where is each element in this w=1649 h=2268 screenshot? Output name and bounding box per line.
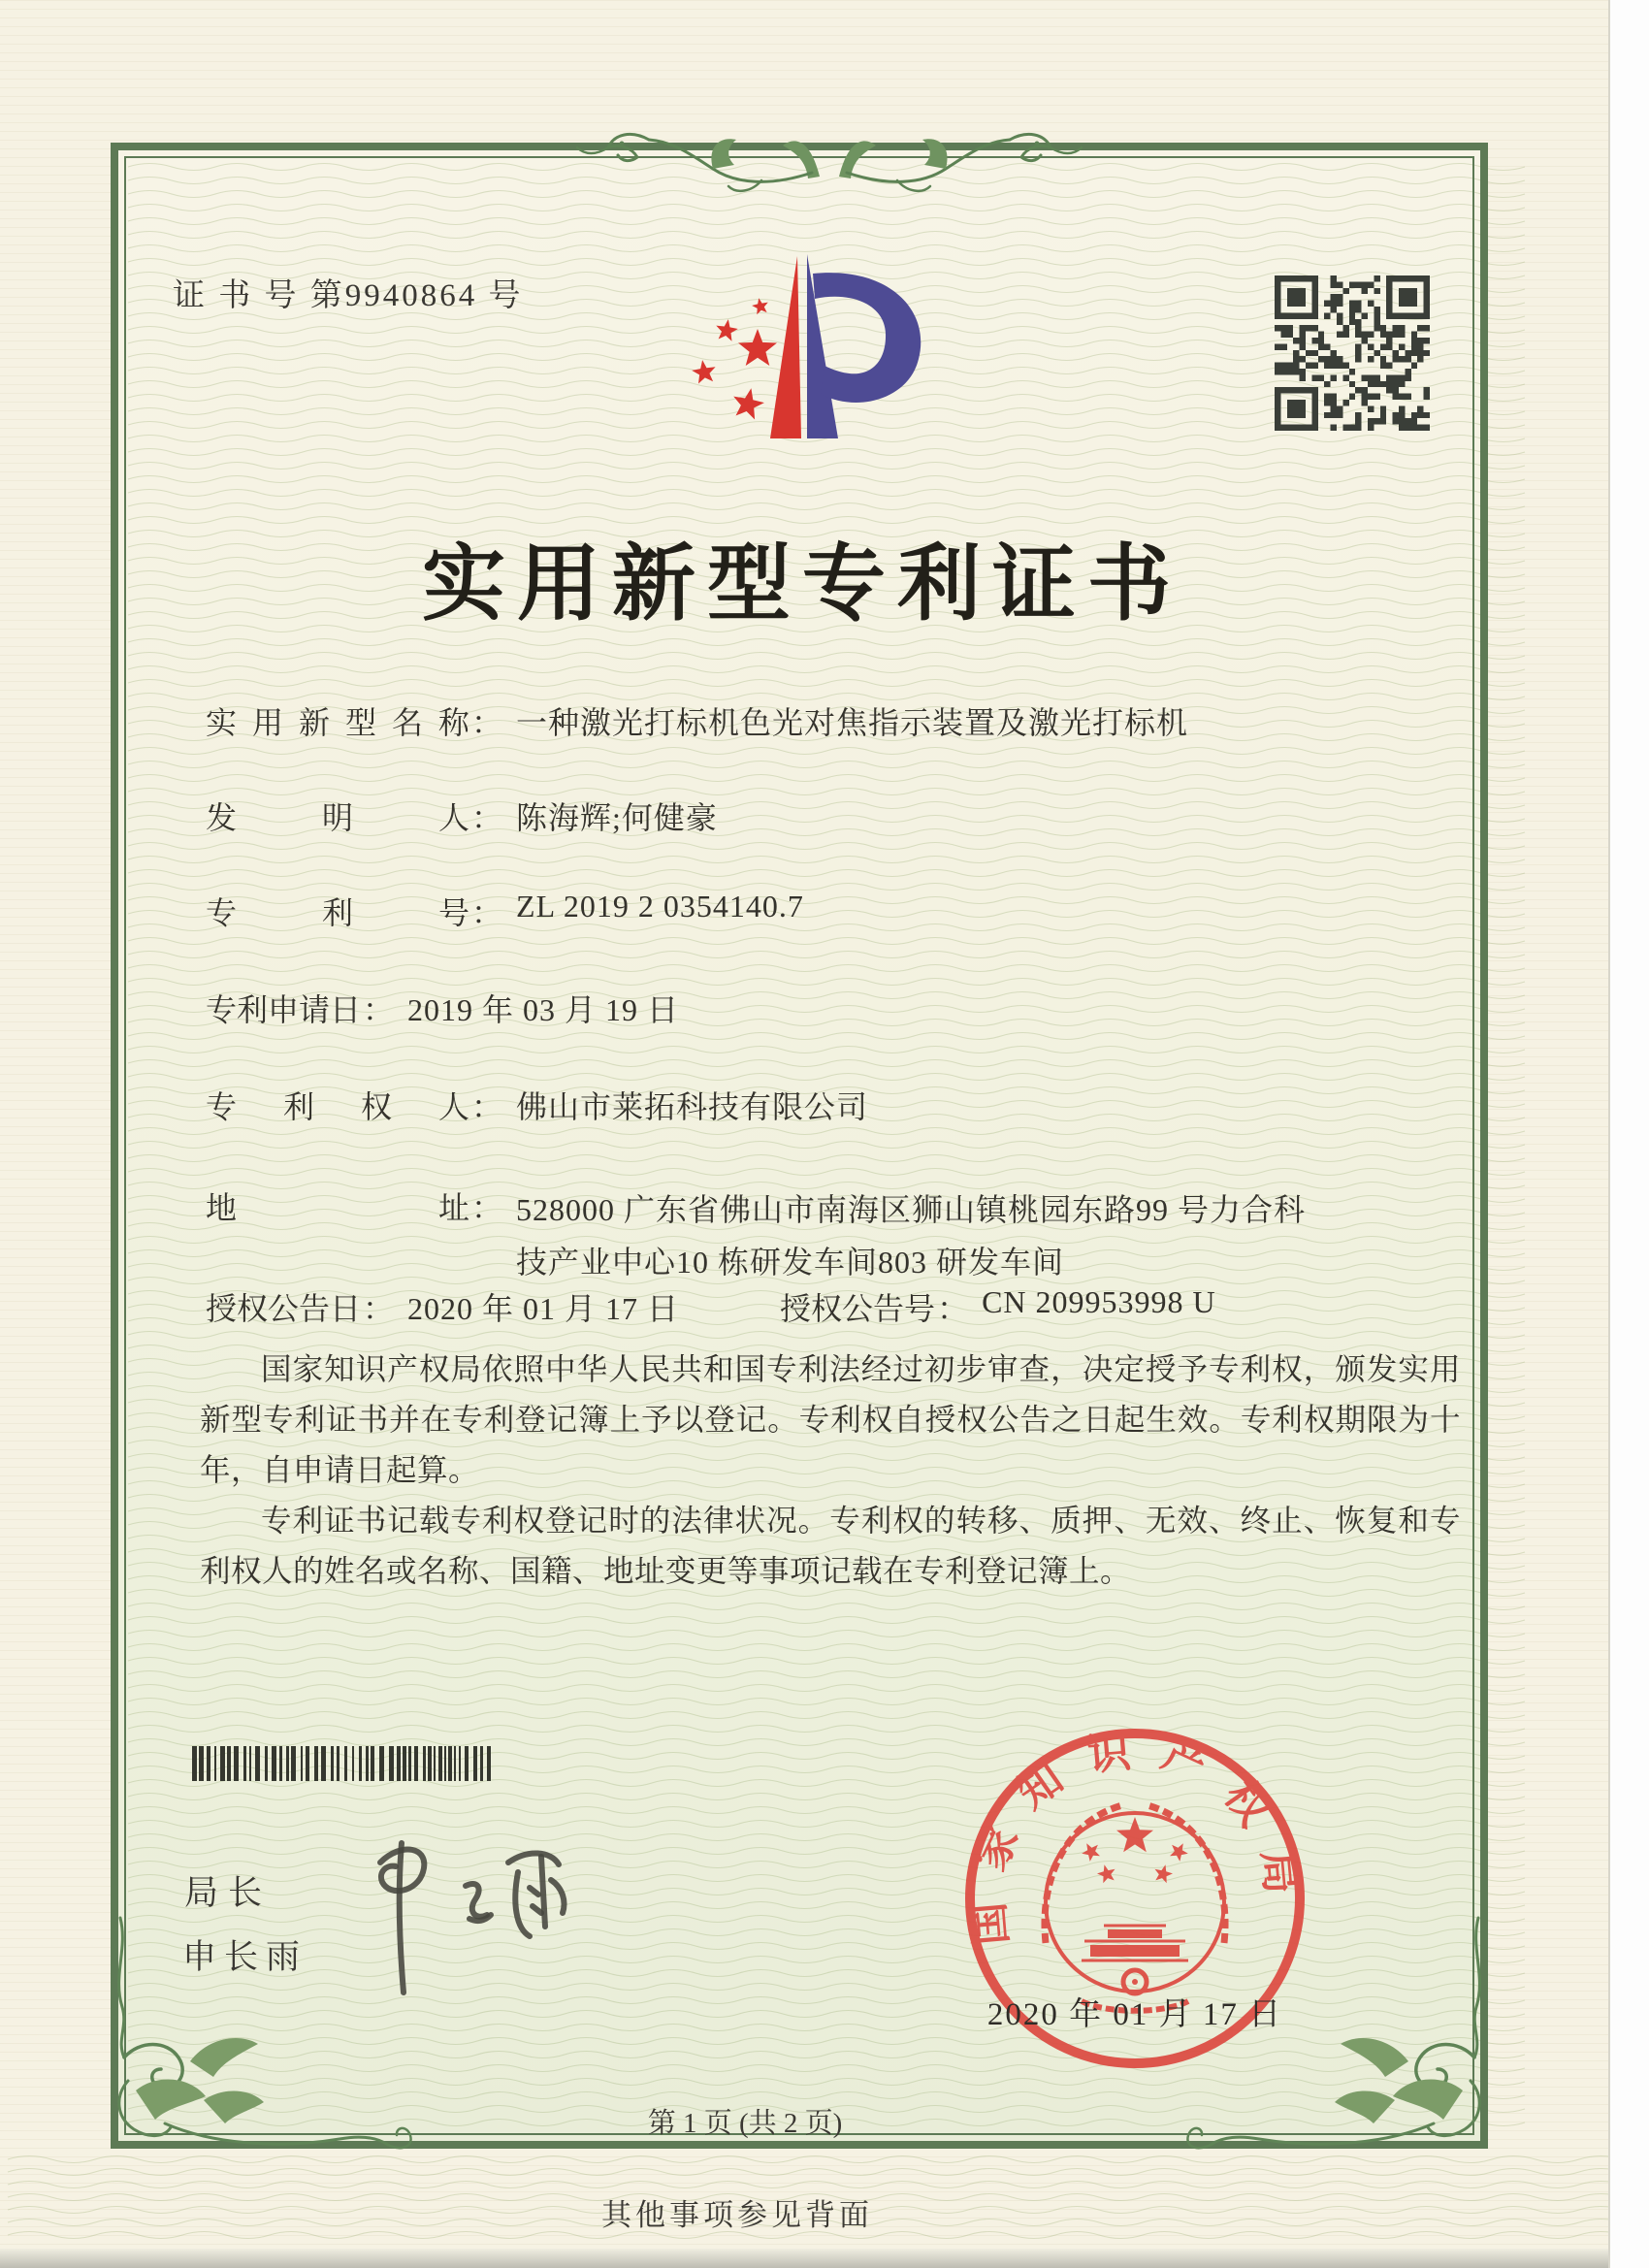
logo-stars xyxy=(692,298,777,419)
commissioner-signature xyxy=(341,1830,603,2004)
legal-body-text xyxy=(200,1345,1461,1597)
field-row-filing-date: 专利申请日 ： 2019 年 03 月 19 日 xyxy=(206,986,679,1030)
field-value: 528000 广东省佛山市南海区狮山镇桃园东路99 号力合科 技产业中心10 栋研发车间803 研发车间 xyxy=(516,1192,1307,1280)
commissioner-title-label: 局长 xyxy=(184,1874,273,1912)
field-label: 专 利 权 人 xyxy=(206,1089,469,1124)
field-row-utility-model-name: 实 用 新 型 名 称 ： 一种激光打标机色光对焦指示装置及激光打标机 xyxy=(206,698,1188,743)
certificate-number: 证 书 号 第9940864 号 xyxy=(173,278,524,313)
field-row-patent-number: 专 利 号 ： ZL 2019 2 0354140.7 xyxy=(206,889,804,933)
scan-edge-right xyxy=(1608,0,1649,2268)
field-value: ZL 2019 2 0354140.7 xyxy=(516,889,804,923)
cnipa-logo xyxy=(630,221,970,473)
field-row-patentee: 专 利 权 人 ： 佛山市莱拓科技有限公司 xyxy=(206,1083,868,1127)
back-note: 其他事项参见背面 xyxy=(601,2198,873,2232)
seal-ring-text: 国家知识产权局 xyxy=(962,1726,1308,1948)
field-label: 发 明 人 xyxy=(206,800,469,835)
field-label: 授权公告号 xyxy=(780,1291,936,1326)
field-label: 专 利 号 xyxy=(206,895,469,930)
dragon-ornament-top xyxy=(529,101,1130,198)
field-value: 一种激光打标机色光对焦指示装置及激光打标机 xyxy=(516,705,1189,740)
body-paragraph: 专利证书记载专利权登记时的法律状况。专利权的转移、质押、无效、终止、恢复和专利权人的姓名或名称、国籍、地址变更等事项记载在专利登记簿上。 xyxy=(200,1504,1461,1588)
logo-blue-bowl xyxy=(813,273,921,403)
field-label: 专利申请日 xyxy=(206,992,362,1027)
field-label: 实 用 新 型 名 称 xyxy=(206,705,469,740)
scan-edge-bottom-shadow xyxy=(0,2249,1608,2268)
certificate-title: 实用新型专利证书 xyxy=(422,537,1182,631)
field-row-address: 地 址 ： 528000 广东省佛山市南海区狮山镇桃园东路99 号力合科 技产业中心10 栋研发车间803 研发车间 xyxy=(206,1183,1438,1288)
page-indicator: 第 1 页 (共 2 页) xyxy=(647,2108,843,2139)
field-label: 地 址 xyxy=(206,1190,469,1225)
field-value: CN 209953998 U xyxy=(982,1284,1216,1319)
field-value: 2020 年 01 月 17 日 xyxy=(407,1291,680,1326)
seal-national-emblem xyxy=(1045,1805,1225,2011)
logo-red-spike xyxy=(770,256,801,438)
commissioner-name: 申长雨 xyxy=(182,1938,308,1976)
field-row-inventor: 发 明 人 ： 陈海辉;何健豪 xyxy=(206,794,718,838)
seal-date: 2020 年 01 月 17 日 xyxy=(986,1997,1283,2032)
field-value: 陈海辉;何健豪 xyxy=(516,800,718,835)
body-paragraph: 国家知识产权局依照中华人民共和国专利法经过初步审查，决定授予专利权，颁发实用新型专利证书并在专利登记簿上予以登记。专利权自授权公告之日起生效。专利权期限为十年，自申请日起算。 xyxy=(200,1352,1461,1487)
barcode xyxy=(192,1746,491,1781)
field-value: 2019 年 03 月 19 日 xyxy=(407,992,680,1027)
qr-code xyxy=(1275,275,1430,431)
field-label: 授权公告日 xyxy=(206,1291,362,1326)
field-row-grant-publication: 授权公告日 ： 2020 年 01 月 17 日 授权公告号 ： CN 209953998 U xyxy=(206,1284,1216,1329)
field-value: 佛山市莱拓科技有限公司 xyxy=(516,1089,869,1124)
